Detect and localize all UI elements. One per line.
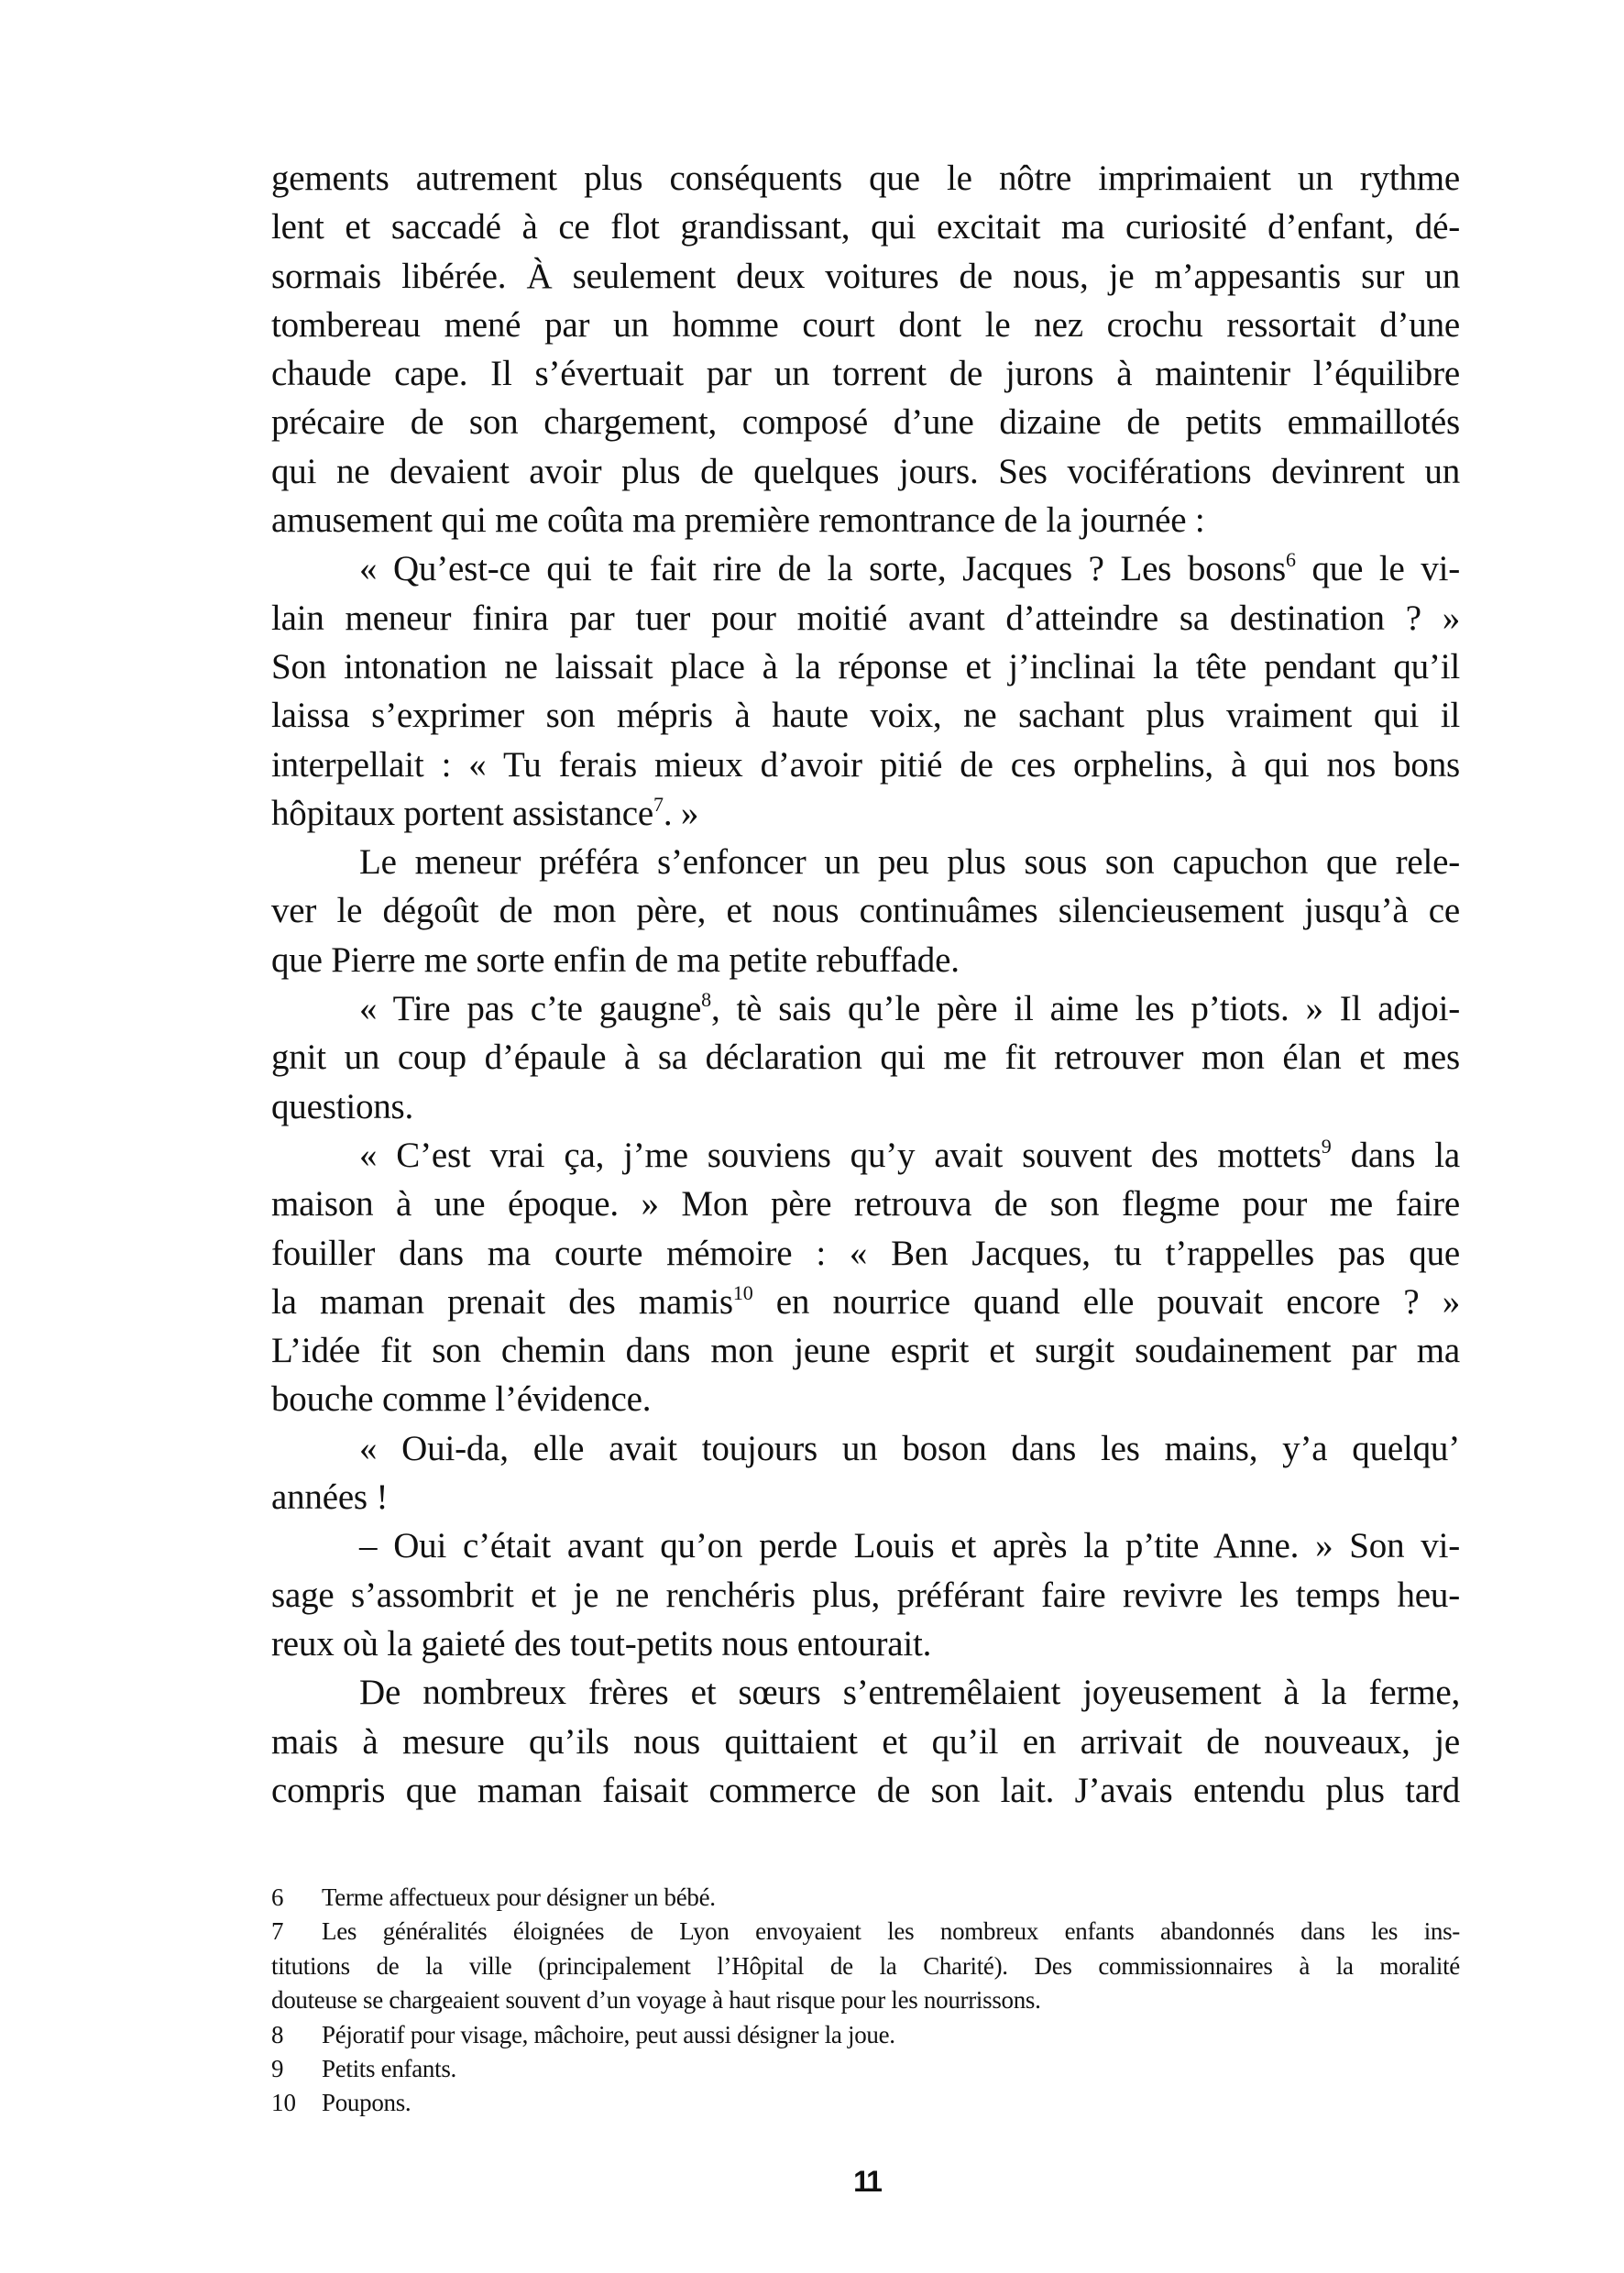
text-line [271,1718,1460,1766]
text-line [271,1326,1460,1375]
text-line-content [359,544,1460,593]
text-line-content [271,154,1460,203]
text-line-content [271,349,1460,398]
footnote [271,1915,1460,2017]
text-run: compris que maman faisait commerce de son lait. J’avais entendu plus tard [271,1770,1460,1810]
text-line-content [271,1473,1460,1521]
text-run: en nourrice quand elle pouvait encore ? » [752,1281,1461,1322]
text-line [271,1668,1460,1717]
footnote-reference[interactable]: 6 [1285,548,1296,572]
text-line-content [271,936,1460,984]
text-line [271,1473,1460,1521]
footnote [271,2086,1460,2120]
text-line-content [271,642,1460,691]
text-line [271,1033,1460,1082]
text-line-content [271,789,1460,838]
text-line [271,1521,1460,1570]
footnote-number: 10 [271,2089,296,2117]
footnote-text [322,1881,1460,1915]
text-line-content [271,252,1460,301]
text-line [271,984,1460,1033]
text-run: Son intonation ne laissait place à la réponse et j’inclinai la tête pendant qu’il [271,646,1460,686]
text-run: lent et saccadé à ce flot grandissant, qui excitait ma curiosité d’enfant, dé- [271,207,1460,247]
page-number: 11 [853,2165,881,2198]
text-line-content [271,1571,1460,1620]
footnote [271,2018,1460,2052]
footnote-number: 8 [271,2020,284,2048]
text-line [271,252,1460,301]
footnote-line: Les généralités éloignées de Lyon envoyaient les nombreux enfants abandonnés dans les ins- [322,1917,1460,1946]
text-line [271,1229,1460,1278]
text-line-content [359,1668,1460,1717]
text-line-content [271,1375,1460,1423]
text-line-content [271,447,1460,496]
text-run: sage s’assombrit et je ne renchéris plus, préférant faire revivre les temps heu- [271,1575,1460,1615]
text-run: interpellait : « Tu ferais mieux d’avoir pitié de ces orphelins, à qui nos bons [271,744,1460,785]
text-run: hôpitaux portent assistance [271,793,653,833]
text-run: bouche comme l’évidence. [271,1379,652,1420]
footnote-number: 9 [271,2054,284,2082]
text-run: fouiller dans ma courte mémoire : « Ben Jacques, tu t’rappelles pas que [271,1233,1460,1273]
footnote-reference[interactable]: 8 [701,988,711,1012]
text-line-content [271,398,1460,446]
footnote-number: 7 [271,1917,284,1946]
text-run: De nombreux frères et sœurs s’entremêlaient joyeusement à la ferme, [359,1673,1460,1713]
footnote-line: Poupons. [322,2089,411,2117]
text-line-content [359,984,1460,1033]
text-line [271,1375,1460,1423]
text-run: sormais libérée. À seulement deux voitures de nous, je m’appesantis sur un [271,256,1460,296]
text-run: lain meneur finira par tuer pour moitié avant d’atteindre sa destination ? » [271,598,1460,638]
text-line-content [271,691,1460,740]
text-line-content [271,1082,1460,1131]
text-line-content [271,1718,1460,1766]
text-line-content [271,301,1460,349]
text-run: qui ne devaient avoir plus de quelques jours. Ses vociférations devinrent un [271,451,1460,491]
text-line-content [271,203,1460,251]
text-line-content [271,741,1460,789]
text-line-content [359,1521,1460,1570]
text-run: mais à mesure qu’ils nous quittaient et qu’il en arrivait de nouveaux, je [271,1721,1460,1762]
text-line-content [271,1326,1460,1375]
text-run: précaire de son chargement, composé d’une dizaine de petits emmaillotés [271,402,1460,443]
footnote-text [322,2018,1460,2052]
text-line [271,544,1460,593]
text-run: , tè sais qu’le père il aime les p’tiots. » Il adjoi- [710,989,1461,1029]
text-line [271,741,1460,789]
text-run: « Oui-da, elle avait toujours un boson dans les mains, y’a quelqu’ [359,1428,1460,1468]
text-line [271,1082,1460,1131]
text-line-content [271,594,1460,642]
text-line-content [271,1229,1460,1278]
text-run: années ! [271,1477,389,1518]
body-text [271,154,1460,1815]
text-run: que le vi- [1295,549,1460,589]
text-line-content [271,1180,1460,1228]
text-run: maison à une époque. » Mon père retrouva de son flegme pour me faire [271,1184,1460,1224]
text-run: questions. [271,1086,414,1126]
text-line-content [271,1620,1460,1668]
text-run: – Oui c’était avant qu’on perde Louis et après la p’tite Anne. » Son vi- [359,1526,1460,1566]
text-line [271,642,1460,691]
footnote-reference[interactable]: 9 [1321,1134,1332,1158]
text-run: « Tire pas c’te gaugne [359,989,702,1029]
footnote-line: Petits enfants. [322,2054,456,2082]
text-line [271,1766,1460,1815]
text-line-content [271,1278,1460,1326]
text-line [271,1424,1460,1473]
footnote [271,2052,1460,2086]
text-line [271,1278,1460,1326]
text-run: gements autrement plus conséquents que le nôtre imprimaient un rythme [271,159,1460,198]
text-run: chaude cape. Il s’évertuait par un torrent de jurons à maintenir l’équilibre [271,354,1460,394]
text-line [271,203,1460,251]
text-line [271,886,1460,935]
footnotes [271,1881,1460,2121]
footnote-line: titutions de la ville (principalement l’Hôpital de la Charité). Des commissionnaires à la moralité [271,1951,1460,1980]
text-line [271,1180,1460,1228]
text-run: reux où la gaieté des tout-petits nous entourait. [271,1623,932,1664]
footnote-text [271,1915,1460,2017]
text-run: Le meneur préféra s’enfoncer un peu plus sous son capuchon que rele- [359,842,1460,883]
text-run: gnit un coup d’épaule à sa déclaration qui me fit retrouver mon élan et mes [271,1038,1460,1078]
text-line [271,838,1460,886]
footnote-line: Terme affectueux pour désigner un bébé. [322,1883,716,1911]
text-line [271,1131,1460,1180]
text-run: tombereau mené par un homme court dont le nez crochu ressortait d’une [271,304,1460,345]
text-run: ver le dégoût de mon père, et nous continuâmes silencieusement jusqu’à ce [271,891,1460,931]
text-run: « C’est vrai ça, j’me souviens qu’y avait souvent des mottets [359,1135,1322,1175]
text-run: amusement qui me coûta ma première remontrance de la journée : [271,500,1205,541]
text-run: dans la [1331,1135,1460,1175]
text-line [271,447,1460,496]
text-line [271,789,1460,838]
text-line [271,936,1460,984]
text-run: la maman prenait des mamis [271,1281,733,1322]
footnote-reference[interactable]: 10 [732,1280,753,1304]
text-line [271,398,1460,446]
text-line [271,1620,1460,1668]
text-line-content [271,1766,1460,1815]
text-line-content [271,1033,1460,1082]
footnote [271,1881,1460,1915]
footnote-text [322,2086,1460,2120]
text-line-content [271,886,1460,935]
text-line [271,691,1460,740]
text-line [271,301,1460,349]
text-line [271,154,1460,203]
text-line [271,349,1460,398]
text-line-content [359,1131,1460,1180]
footnote-line: douteuse se chargeaient souvent d’un voyage à haut risque pour les nourrissons. [271,1986,1041,2015]
text-line [271,594,1460,642]
footnote-line: Péjoratif pour visage, mâchoire, peut aussi désigner la joue. [322,2020,895,2048]
text-run: laissa s’exprimer son mépris à haute voix, ne sachant plus vraiment qui il [271,696,1460,736]
text-line-content [271,496,1460,544]
text-run: que Pierre me sorte enfin de ma petite rebuffade. [271,939,960,980]
text-line-content [359,838,1460,886]
text-line [271,496,1460,544]
footnote-reference[interactable]: 7 [653,792,664,816]
text-run: L’idée fit son chemin dans mon jeune esprit et surgit soudainement par ma [271,1331,1460,1371]
text-run: « Qu’est-ce qui te fait rire de la sorte, Jacques ? Les bosons [359,549,1286,589]
footnote-text [322,2052,1460,2086]
text-line-content [359,1424,1460,1473]
text-run: . » [663,793,699,833]
text-line [271,1571,1460,1620]
footnote-number: 6 [271,1883,284,1911]
